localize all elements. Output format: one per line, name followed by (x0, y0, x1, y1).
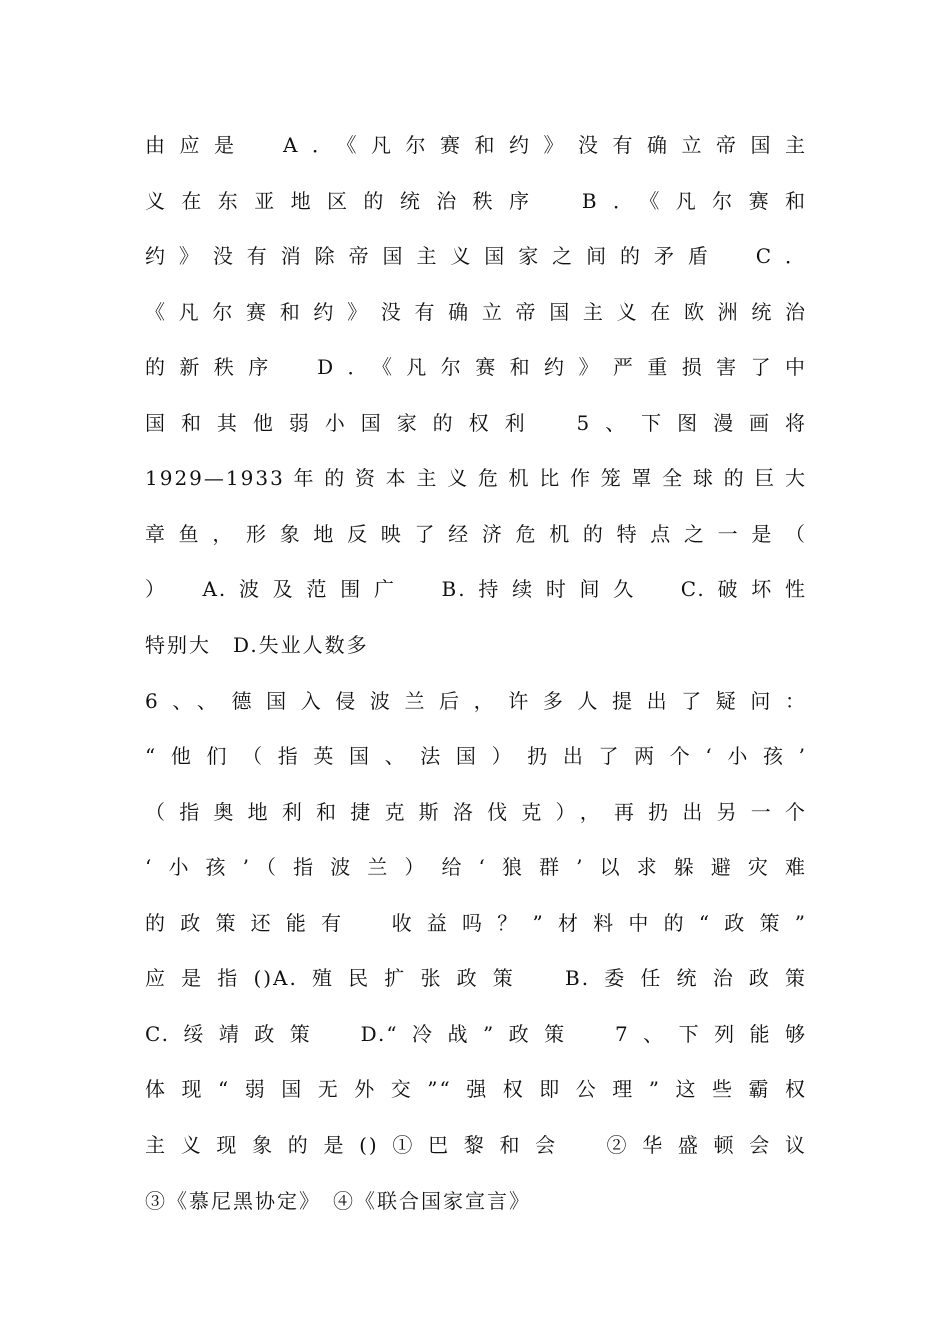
text-line: ） A.波及范围广 B.持续时间久 C.破坏性 (145, 577, 807, 601)
text-line: 特别大 D.失业人数多 (145, 633, 369, 657)
text-line: 6、、德国入侵波兰后，许多人提出了疑问： (145, 689, 807, 713)
text-line: “他们（指英国、法国）扔出了两个‘小孩’ (145, 744, 807, 768)
text-line: ③《慕尼黑协定》 ④《联合国家宣言》 (145, 1189, 531, 1213)
text-line: 体现“弱国无外交”“强权即公理”这些霸权 (145, 1077, 807, 1101)
text-line: 国和其他弱小国家的权利 5、下图漫画将 (145, 411, 807, 435)
text-line: 《凡尔赛和约》没有确立帝国主义在欧洲统治 (145, 300, 807, 324)
text-line: C.绥靖政策 D.“冷战”政策 7、下列能够 (145, 1022, 807, 1046)
text-line: 应是指()A.殖民扩张政策 B.委任统治政策 (145, 966, 807, 990)
text-line: 的政策还能有 收益吗？”材料中的“政策” (145, 911, 807, 935)
text-line: 主义现象的是()①巴黎和会 ②华盛顿会议 (145, 1133, 807, 1157)
text-line: 义在东亚地区的统治秩序 B．《凡尔赛和 (145, 189, 807, 213)
text-line: 章鱼，形象地反映了经济危机的特点之一是（ (145, 522, 807, 546)
text-line: （指奥地利和捷克斯洛伐克），再扔出另一个 (145, 800, 807, 824)
text-line: ‘小孩’（指波兰）给‘狼群’以求躲避灾难 (145, 855, 807, 879)
text-line: 1929—1933年的资本主义危机比作笼罩全球的巨大 (145, 466, 807, 490)
text-line: 约》没有消除帝国主义国家之间的矛盾 C． (145, 244, 807, 268)
text-line: 由应是 A．《凡尔赛和约》没有确立帝国主 (145, 133, 807, 157)
text-line: 的新秩序 D．《凡尔赛和约》严重损害了中 (145, 355, 807, 379)
